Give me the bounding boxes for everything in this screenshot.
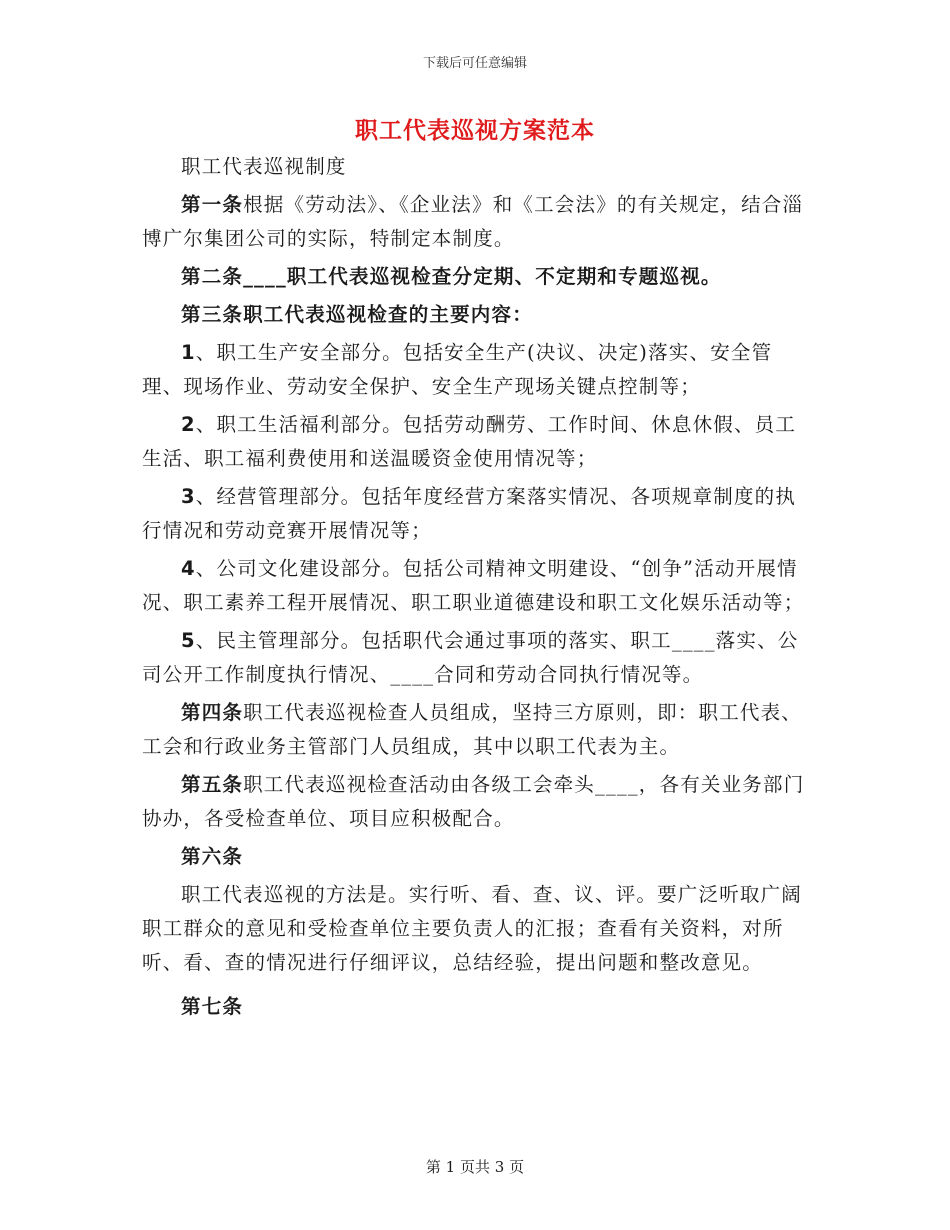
article-1 (142, 188, 810, 256)
article-3: 第三条职工代表巡视检查的主要内容： (181, 303, 533, 326)
article-5 (142, 768, 810, 836)
item-1-text: 、职工生产安全部分。包括安全生产(决议、决定)落实、安全管理、现场作业、劳动安全保护、安全生产现场关键点控制等； (142, 341, 773, 398)
item-3-number: 3 (181, 485, 196, 508)
item-1-number: 1 (181, 341, 196, 364)
article-2: 第二条____职工代表巡视检查分定期、不定期和专题巡视。 (181, 265, 722, 288)
item-5-text: 、民主管理部分。包括职代会通过事项的落实、职工____落实、公司公开工作制度执行情况、____合同和劳动合同执行情况等。 (142, 629, 799, 686)
article-4 (142, 696, 810, 764)
item-5-number: 5 (181, 629, 196, 652)
item-2-text: 、职工生活福利部分。包括劳动酬劳、工作时间、休息休假、员工生活、职工福利费使用和送温暖资金使用情况等； (142, 413, 797, 470)
item-5 (142, 624, 810, 692)
item-2-number: 2 (181, 413, 196, 436)
page-footer: 第 1 页共 3 页 (425, 1158, 525, 1176)
paragraph-intro: 职工代表巡视制度 (181, 155, 347, 178)
item-4 (142, 552, 810, 620)
article-5-text: 职工代表巡视检查活动由各级工会牵头____，各有关业务部门协办，各受检查单位、项目应积极配合。 (142, 773, 805, 830)
item-2 (142, 408, 810, 476)
document-title: 职工代表巡视方案范本 (355, 118, 595, 144)
article-6-text: 职工代表巡视的方法是。实行听、看、查、议、评。要广泛听取广阔职工群众的意见和受检查单位主要负责人的汇报；查看有关资料，对所听、看、查的情况进行仔细评议，总结经验，提出问题和整改意见。 (142, 883, 803, 974)
article-4-heading: 第四条 (181, 701, 244, 724)
article-5-heading: 第五条 (181, 773, 244, 796)
article-1-text: 根据《劳动法》、《企业法》和《工会法》的有关规定，结合淄博广尔集团公司的实际，特制定本制度。 (142, 193, 804, 250)
article-6-heading: 第六条 (181, 845, 244, 868)
item-3-text: 、经营管理部分。包括年度经营方案落实情况、各项规章制度的执行情况和劳动竞赛开展情况等； (142, 485, 797, 542)
item-1 (142, 336, 810, 404)
header-note: 下载后可任意编辑 (422, 56, 527, 71)
item-4-text: 、公司文化建设部分。包括公司精神文明建设、“创争”活动开展情况、职工素养工程开展情况、职工职业道德建设和职工文化娱乐活动等； (142, 557, 805, 614)
document-body (142, 150, 810, 1028)
article-7-heading: 第七条 (181, 995, 244, 1018)
item-3 (142, 480, 810, 548)
article-1-heading: 第一条 (181, 193, 244, 216)
item-4-number: 4 (181, 557, 196, 580)
article-4-text: 职工代表巡视检查人员组成，坚持三方原则，即：职工代表、工会和行政业务主管部门人员组成，其中以职工代表为主。 (142, 701, 803, 758)
